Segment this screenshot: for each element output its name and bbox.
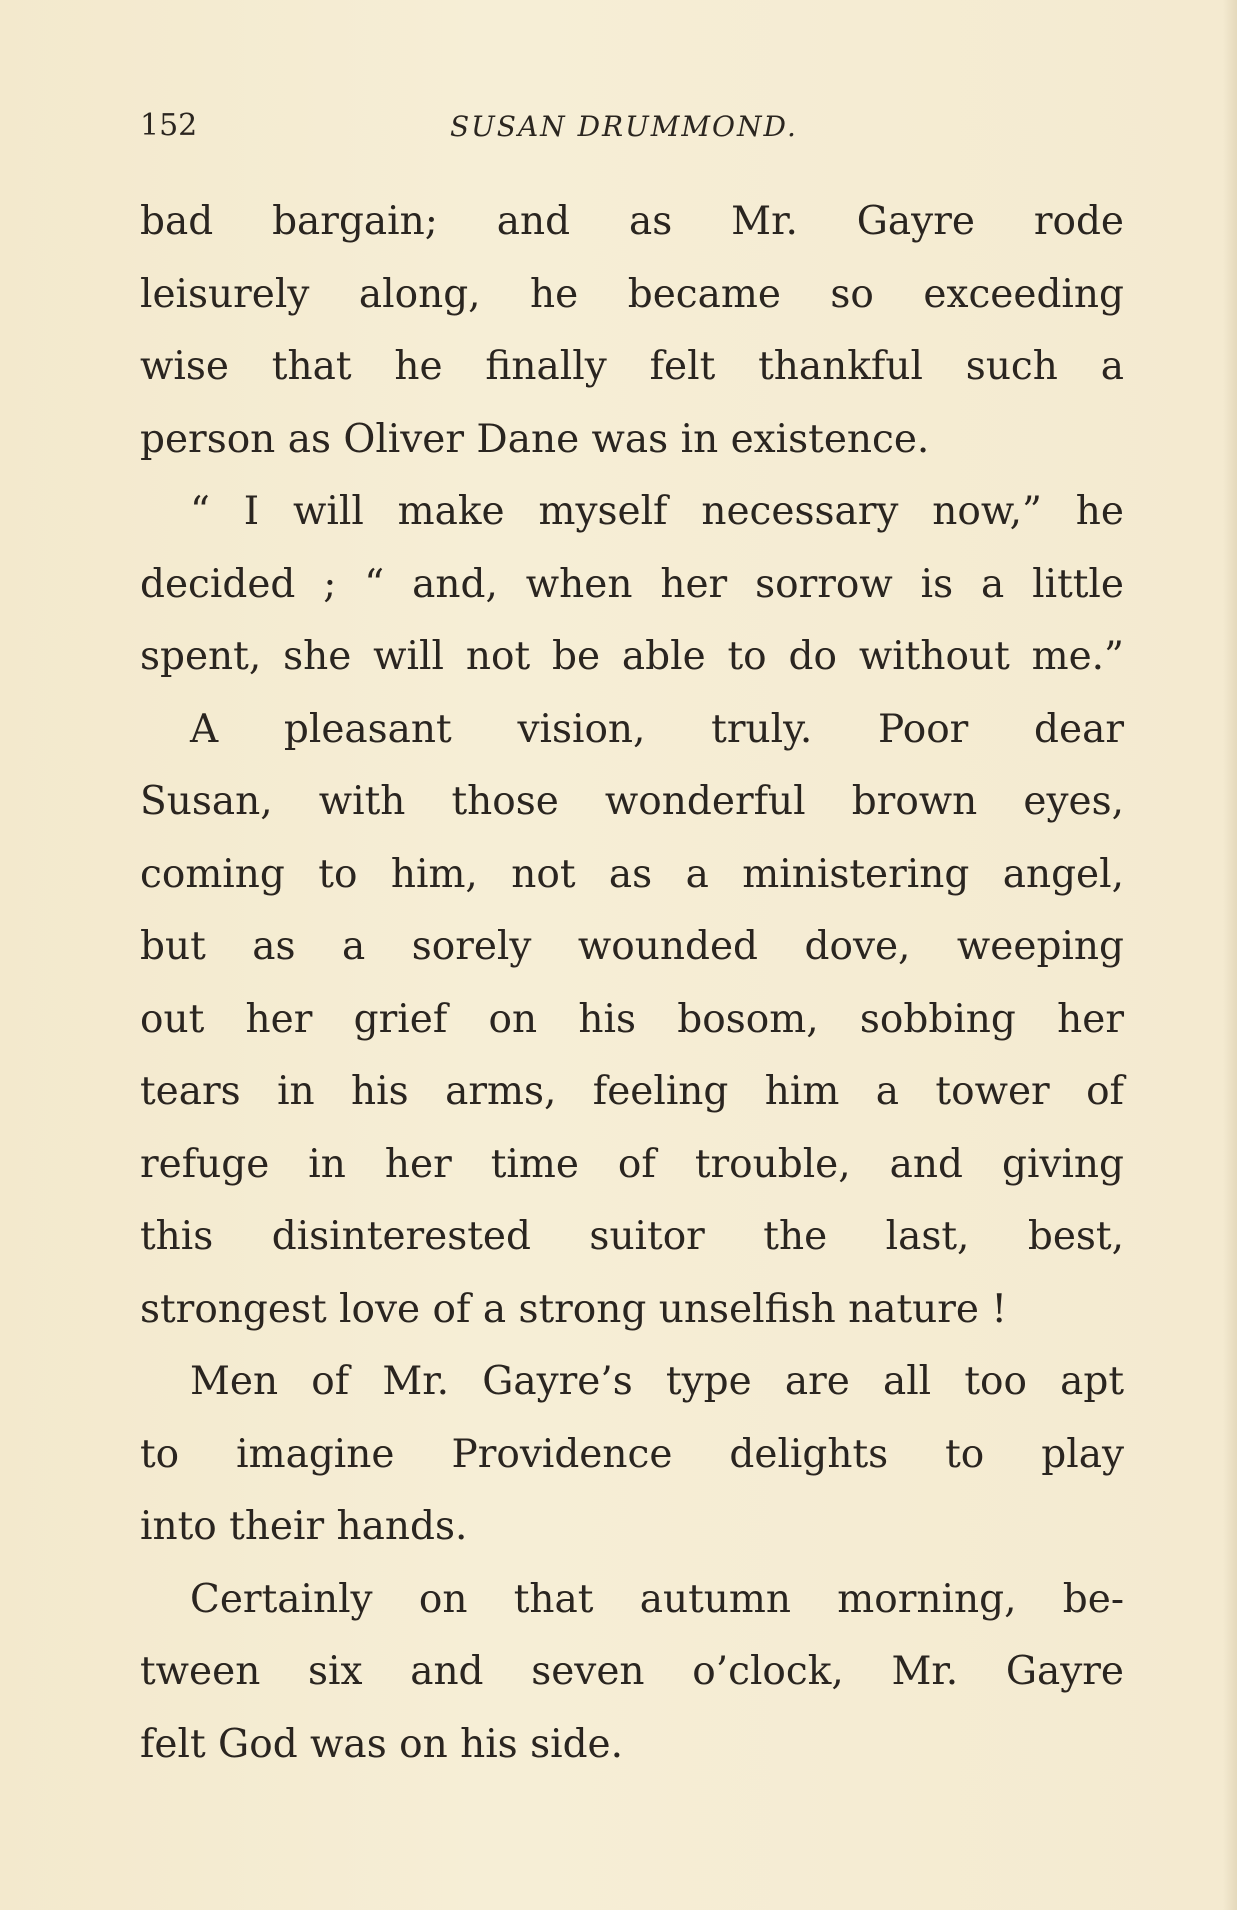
text-line: Certainly on that autumn morning, be- — [190, 1576, 1124, 1622]
text-line: out her grief on his bosom, sobbing her — [140, 996, 1124, 1042]
running-title: SUSAN DRUMMOND. — [450, 110, 798, 143]
text-line: to imagine Providence delights to play — [140, 1431, 1124, 1477]
text-line: bad bargain; and as Mr. Gayre rode — [140, 199, 1124, 244]
text-line: this disinterested suitor the last, best, — [140, 1214, 1124, 1259]
text-line: person as Oliver Dane was in existence. — [140, 416, 930, 462]
text-line: “ I will make myself necessary now,” he — [190, 489, 1124, 534]
running-head — [140, 108, 1124, 148]
text-line: into their hands. — [140, 1504, 468, 1549]
page-number: 152 — [140, 108, 198, 143]
text-line: felt God was on his side. — [140, 1721, 624, 1767]
text-line: wise that he finally felt thankful such a — [140, 344, 1124, 389]
text-line: tween six and seven o’clock, Mr. Gayre — [140, 1649, 1124, 1694]
text-line: tears in his arms, feeling him a tower of — [140, 1069, 1124, 1114]
text-line: Susan, with those wonderful brown eyes, — [140, 779, 1124, 824]
text-line: coming to him, not as a ministering angel, — [140, 851, 1124, 897]
text-line: A pleasant vision, truly. Poor dear — [190, 706, 1124, 752]
page-edge-shadow — [1223, 0, 1237, 1910]
text-line: leisurely along, he became so exceeding — [140, 271, 1124, 317]
text-line: but as a sorely wounded dove, weeping — [140, 924, 1124, 969]
text-line: refuge in her time of trouble, and giving — [140, 1141, 1124, 1187]
text-line: spent, she will not be able to do without me.” — [140, 634, 1124, 679]
text-line: Men of Mr. Gayre’s type are all too apt — [190, 1359, 1124, 1404]
text-line: decided ; “ and, when her sorrow is a little — [140, 561, 1124, 607]
body-text — [140, 186, 1124, 1781]
text-line: strongest love of a strong unselfish nature ! — [140, 1286, 1008, 1332]
